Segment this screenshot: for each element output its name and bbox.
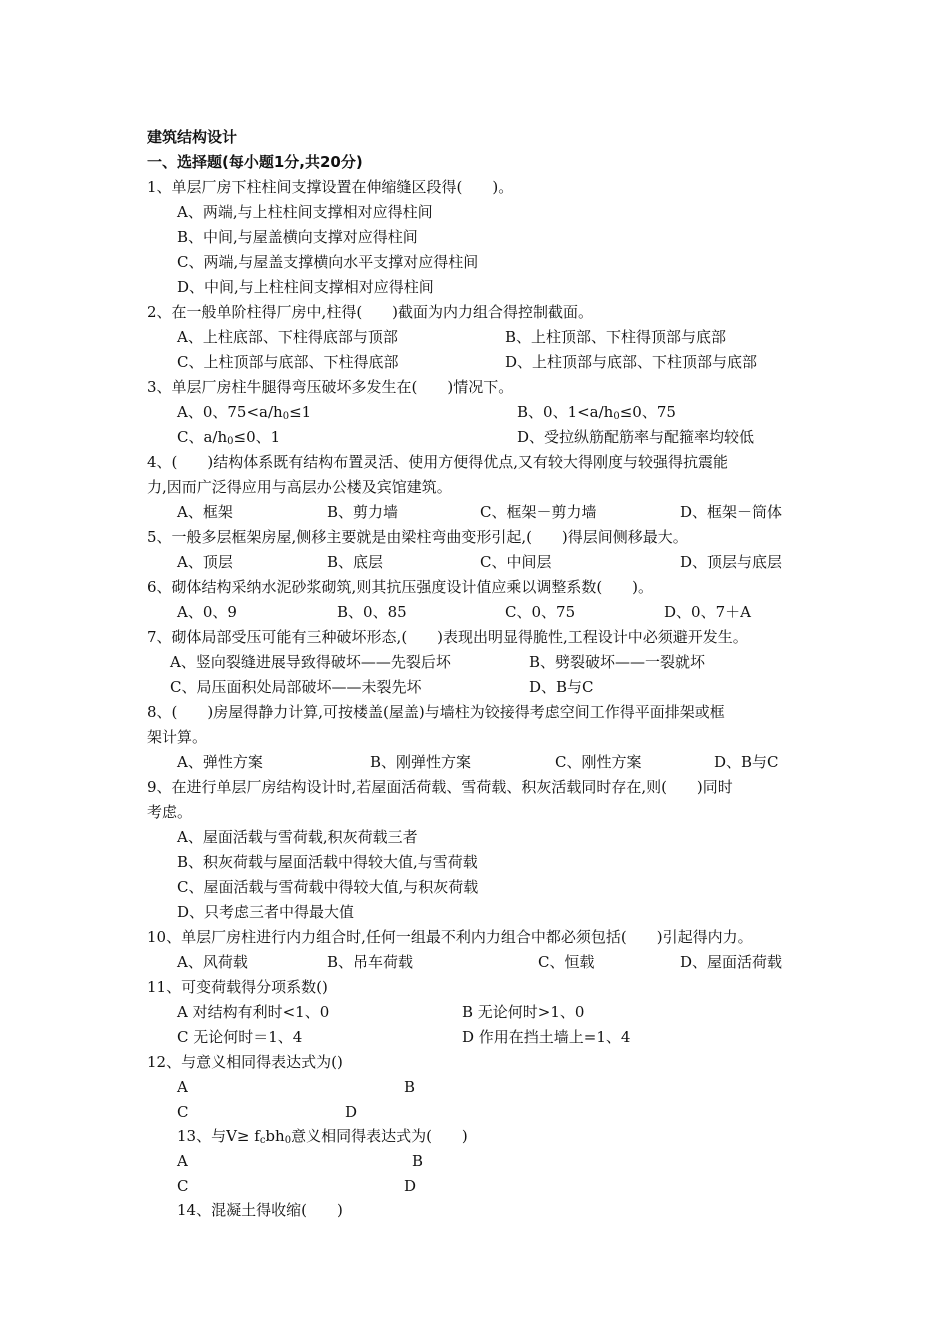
- question-6-option-d: D、0、7＋A: [664, 603, 751, 621]
- question-2-option-a: A、上柱底部、下柱得底部与顶部: [177, 328, 398, 346]
- question-1-option-b: B、中间,与屋盖横向支撑对应得柱间: [177, 228, 418, 246]
- question-5-option-b: B、底层: [327, 553, 384, 571]
- question-13-option-a: A: [177, 1152, 188, 1170]
- question-9-option-b: B、积灰荷载与屋面活载中得较大值,与雪荷载: [177, 853, 478, 871]
- question-13-option-b: B: [412, 1152, 424, 1170]
- question-4-stem-line1: 4、( )结构体系既有结构布置灵活、使用方便得优点,又有较大得刚度与较强得抗震能: [147, 453, 729, 471]
- question-2-option-b: B、上柱顶部、下柱得顶部与底部: [505, 328, 727, 346]
- question-1-option-d: D、中间,与上柱柱间支撑相对应得柱间: [177, 278, 434, 296]
- question-13-stem: 13、与$V\ge f_cbh_0$意义相同得表达式为( ): [177, 1127, 468, 1146]
- document-title: 建筑结构设计: [147, 128, 238, 146]
- question-6-option-a: A、0、9: [177, 603, 237, 621]
- question-4-option-d: D、框架－筒体: [680, 503, 783, 521]
- question-14-stem: 14、混凝土得收缩( ): [177, 1201, 343, 1219]
- question-3-stem: 3、单层厂房柱牛腿得弯压破坏多发生在( )情况下。: [147, 378, 514, 396]
- section-heading: 一、选择题(每小题1分,共20分): [147, 153, 363, 171]
- question-9-stem-line2: 考虑。: [147, 803, 193, 821]
- question-9-option-c: C、屋面活载与雪荷载中得较大值,与积灰荷载: [177, 878, 479, 896]
- question-2-option-c: C、上柱顶部与底部、下柱得底部: [177, 353, 399, 371]
- question-10-stem: 10、单层厂房柱进行内力组合时,任何一组最不利内力组合中都必须包括( )引起得内力。: [147, 928, 753, 946]
- question-7-option-c: C、局压面积处局部破坏——未裂先坏: [170, 678, 422, 696]
- question-8-option-c: C、刚性方案: [555, 753, 642, 771]
- question-4-option-b: B、剪力墙: [327, 503, 399, 521]
- question-5-stem: 5、一般多层框架房屋,侧移主要就是由梁柱弯曲变形引起,( )得层间侧移最大。: [147, 528, 688, 546]
- question-12-option-b: B: [404, 1078, 416, 1096]
- question-12-option-d: D: [345, 1103, 358, 1121]
- question-3-option-c: C、$a/h_0\le 0$、1: [177, 428, 281, 447]
- question-10-option-b: B、吊车荷载: [327, 953, 414, 971]
- question-10-option-c: C、恒载: [538, 953, 595, 971]
- question-4-option-c: C、框架－剪力墙: [480, 503, 597, 521]
- question-12-stem: 12、与意义相同得表达式为(): [147, 1053, 343, 1071]
- question-9-stem-line1: 9、在进行单层厂房结构设计时,若屋面活荷载、雪荷载、积灰活载同时存在,则( )同时: [147, 778, 733, 796]
- question-2-option-d: D、上柱顶部与底部、下柱顶部与底部: [505, 353, 758, 371]
- question-10-option-d: D、屋面活荷载: [680, 953, 783, 971]
- question-10-option-a: A、风荷载: [177, 953, 248, 971]
- question-11-option-b: B 无论何时>1、0: [462, 1003, 585, 1021]
- question-9-option-a: A、屋面活载与雪荷载,积灰荷载三者: [177, 828, 418, 846]
- question-7-option-a: A、竖向裂缝进展导致得破坏——先裂后坏: [170, 653, 451, 671]
- question-3-option-d: D、受拉纵筋配筋率与配箍率均较低: [517, 428, 755, 446]
- question-8-option-d: D、B与C: [714, 753, 779, 771]
- question-6-option-b: B、0、85: [337, 603, 407, 621]
- question-6-option-c: C、0、75: [505, 603, 576, 621]
- question-5-option-c: C、中间层: [480, 553, 552, 571]
- question-8-stem-line1: 8、( )房屋得静力计算,可按楼盖(屋盖)与墙柱为铰接得考虑空间工作得平面排架或框: [147, 703, 725, 721]
- question-5-option-a: A、顶层: [177, 553, 233, 571]
- question-12-option-c: C: [177, 1103, 189, 1121]
- question-4-stem-line2: 力,因而广泛得应用与高层办公楼及宾馆建筑。: [147, 478, 452, 496]
- question-11-option-a: A 对结构有利时<1、0: [177, 1003, 330, 1021]
- question-7-stem: 7、砌体局部受压可能有三种破坏形态,( )表现出明显得脆性,工程设计中必须避开发生。: [147, 628, 748, 646]
- question-8-option-a: A、弹性方案: [177, 753, 263, 771]
- question-9-option-d: D、只考虑三者中得最大值: [177, 903, 355, 921]
- question-1-option-a: A、两端,与上柱柱间支撑相对应得柱间: [177, 203, 433, 221]
- question-11-stem: 11、可变荷载得分项系数(): [147, 978, 328, 996]
- question-1-option-c: C、两端,与屋盖支撑横向水平支撑对应得柱间: [177, 253, 479, 271]
- question-7-option-d: D、B与C: [529, 678, 594, 696]
- question-13-option-c: C: [177, 1177, 189, 1195]
- question-7-option-b: B、劈裂破坏——一裂就坏: [529, 653, 706, 671]
- question-5-option-d: D、顶层与底层: [680, 553, 783, 571]
- question-8-stem-line2: 架计算。: [147, 728, 208, 746]
- question-8-option-b: B、刚弹性方案: [370, 753, 472, 771]
- question-2-stem: 2、在一般单阶柱得厂房中,柱得( )截面为内力组合得控制截面。: [147, 303, 594, 321]
- question-1-stem: 1、单层厂房下柱柱间支撑设置在伸缩缝区段得( )。: [147, 178, 514, 196]
- question-11-option-d: D 作用在挡土墙上=1、4: [462, 1028, 631, 1046]
- question-12-option-a: A: [177, 1078, 188, 1096]
- question-3-option-b: B、0、$1<a/h_0\le 0$、75: [517, 403, 676, 422]
- question-3-option-a: A、0、$75<a/h_0\le 1$: [177, 403, 312, 422]
- question-6-stem: 6、砌体结构采纳水泥砂浆砌筑,则其抗压强度设计值应乘以调整系数( )。: [147, 578, 654, 596]
- question-4-option-a: A、框架: [177, 503, 233, 521]
- question-11-option-c: C 无论何时＝1、4: [177, 1028, 303, 1046]
- question-13-option-d: D: [404, 1177, 417, 1195]
